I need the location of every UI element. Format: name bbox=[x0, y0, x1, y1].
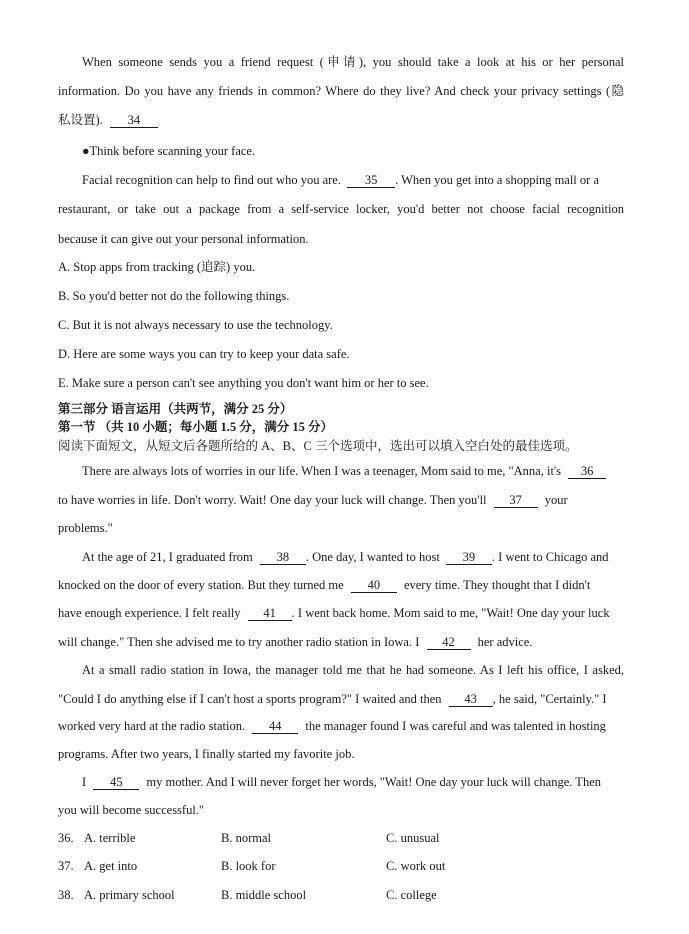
blank-38: 38 bbox=[260, 550, 306, 565]
passage1-line: When someone sends you a friend request (申请), you should take a look at his or her personal bbox=[82, 55, 624, 69]
passage2-text: knocked on the door of every station. But they turned me bbox=[58, 578, 344, 592]
passage2-text: , he said, "Certainly." I bbox=[492, 692, 607, 706]
blank-39: 39 bbox=[446, 550, 492, 565]
passage2-line bbox=[58, 718, 606, 734]
section-title: 第三部分 语言运用（共两节，满分 25 分） bbox=[58, 402, 293, 416]
passage2-text: At the age of 21, I graduated from bbox=[82, 550, 253, 564]
tip-heading: ●Think before scanning your face. bbox=[82, 144, 256, 158]
blank-34: 34 bbox=[110, 113, 158, 128]
question-number: 37. bbox=[58, 859, 74, 873]
passage2-text: . I went to Chicago and bbox=[491, 550, 609, 564]
passage2-line bbox=[58, 605, 610, 621]
passage2-text: have enough experience. I felt really bbox=[58, 606, 241, 620]
passage1-line bbox=[82, 172, 599, 188]
passage2-line bbox=[58, 691, 607, 707]
passage2-line: At a small radio station in Iowa, the manager told me that he had someone. As I left his office, I asked, bbox=[82, 663, 624, 677]
passage2-text: "Could I do anything else if I can't host a sports program?" I waited and then bbox=[58, 692, 442, 706]
passage2-text: . One day, I wanted to host bbox=[305, 550, 440, 564]
blank-37: 37 bbox=[494, 493, 538, 508]
passage1-text: 私设置). bbox=[58, 113, 103, 127]
passage1-text: . When you get into a shopping mall or a bbox=[395, 173, 599, 187]
question-number: 36. bbox=[58, 831, 74, 845]
blank-43: 43 bbox=[449, 692, 493, 707]
option-line: B. So you'd better not do the following things. bbox=[58, 289, 290, 303]
passage2-text: your bbox=[544, 493, 568, 507]
option-line: A. Stop apps from tracking (追踪) you. bbox=[58, 260, 256, 274]
passage2-text: . I went back home. Mom said to me, "Wait! One day your luck bbox=[291, 606, 610, 620]
option-c: C. work out bbox=[386, 859, 446, 873]
passage2-line bbox=[58, 577, 590, 593]
option-b: B. look for bbox=[221, 859, 276, 873]
question-number: 38. bbox=[58, 888, 74, 902]
option-a: A. terrible bbox=[84, 831, 136, 845]
option-c: C. college bbox=[386, 888, 437, 902]
passage2-line bbox=[82, 549, 609, 565]
passage2-line: problems." bbox=[58, 521, 113, 535]
option-line: C. But it is not always necessary to use the technology. bbox=[58, 318, 333, 332]
passage2-text: will change." Then she advised me to try another radio station in Iowa. I bbox=[58, 635, 420, 649]
passage2-line bbox=[82, 774, 601, 790]
passage2-line bbox=[82, 463, 606, 479]
passage2-text: worked very hard at the radio station. bbox=[58, 719, 246, 733]
passage2-text: to have worries in life. Don't worry. Wait! One day your luck will change. Then you'll bbox=[58, 493, 487, 507]
blank-35: 35 bbox=[347, 173, 395, 188]
section-subtitle: 第一节 （共 10 小题；每小题 1.5 分，满分 15 分） bbox=[58, 420, 334, 434]
instruction: 阅读下面短文，从短文后各题所给的 A、B、C 三个选项中，选出可以填入空白处的最佳选项。 bbox=[58, 439, 578, 453]
blank-44: 44 bbox=[252, 719, 298, 734]
passage2-line bbox=[58, 492, 568, 508]
passage2-text: There are always lots of worries in our life. When I was a teenager, Mom said to me, "Anna, it's bbox=[82, 464, 562, 478]
passage2-line: programs. After two years, I finally started my favorite job. bbox=[58, 747, 355, 761]
passage2-text: every time. They thought that I didn't bbox=[403, 578, 591, 592]
passage2-line: you will become successful." bbox=[58, 803, 205, 817]
option-b: B. middle school bbox=[221, 888, 307, 902]
passage2-text: my mother. And I will never forget her words, "Wait! One day your luck will change. Then bbox=[146, 775, 601, 789]
passage2-text: her advice. bbox=[477, 635, 533, 649]
passage1-line: because it can give out your personal information. bbox=[58, 232, 309, 246]
blank-40: 40 bbox=[351, 578, 397, 593]
blank-36: 36 bbox=[568, 464, 606, 479]
option-line: D. Here are some ways you can try to keep your data safe. bbox=[58, 347, 350, 361]
option-a: A. primary school bbox=[84, 888, 175, 902]
blank-42: 42 bbox=[427, 635, 471, 650]
option-c: C. unusual bbox=[386, 831, 440, 845]
option-b: B. normal bbox=[221, 831, 271, 845]
blank-45: 45 bbox=[93, 775, 139, 790]
passage2-line bbox=[58, 634, 532, 650]
passage2-text: I bbox=[82, 775, 87, 789]
passage1-text: Facial recognition can help to find out who you are. bbox=[82, 173, 341, 187]
blank-41: 41 bbox=[248, 606, 292, 621]
passage1-line: information. Do you have any friends in common? Where do they live? And check your privacy settings (隐 bbox=[58, 84, 624, 98]
option-a: A. get into bbox=[84, 859, 138, 873]
option-line: E. Make sure a person can't see anything you don't want him or her to see. bbox=[58, 376, 429, 390]
passage1-line bbox=[58, 112, 158, 128]
passage2-text: the manager found I was careful and was talented in hosting bbox=[305, 719, 606, 733]
passage1-line: restaurant, or take out a package from a self-service locker, you'd better not choose facial recognition bbox=[58, 202, 624, 216]
